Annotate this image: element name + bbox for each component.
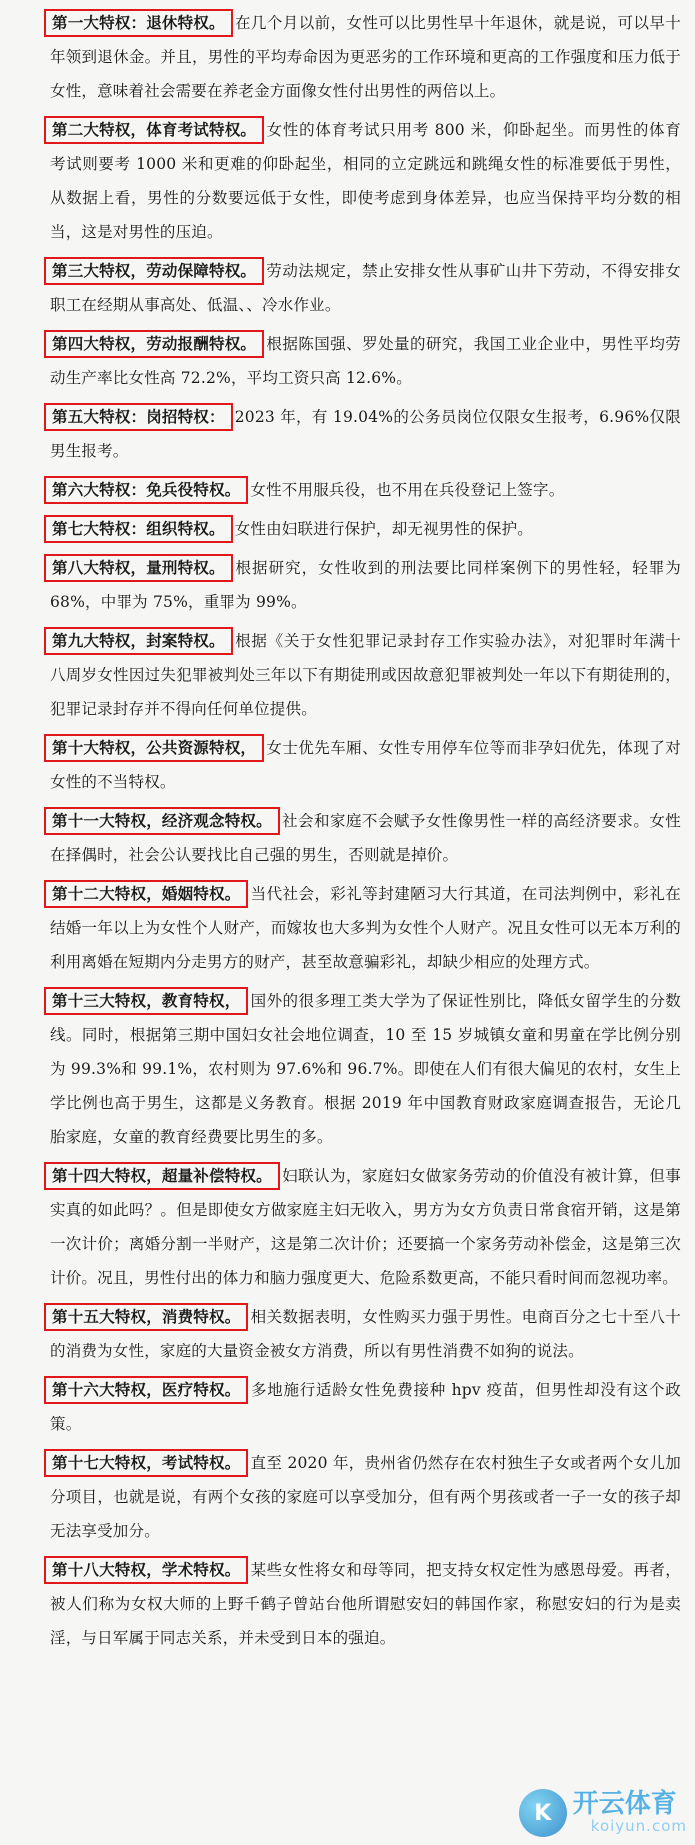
watermark-text bbox=[573, 1791, 687, 1834]
privilege-item bbox=[50, 731, 681, 799]
privilege-text: 2023 年，有 19.04%的公务员岗位仅限女生报考，6.96%仅限男生报考。 bbox=[50, 408, 681, 460]
privilege-item bbox=[50, 512, 681, 546]
watermark-name: 开云体育 bbox=[572, 1789, 677, 1820]
privilege-item bbox=[50, 804, 681, 872]
privilege-heading: 第八大特权，量刑特权。 bbox=[44, 554, 233, 582]
privilege-item bbox=[50, 1446, 681, 1548]
privilege-item bbox=[50, 1159, 681, 1295]
privilege-text: 直至 2020 年，贵州省仍然存在农村独生子女或者两个女儿加分项目，也就是说，有两个女孩的家庭可以享受加分，但有两个男孩或者一子一女的孩子却无法享受加分。 bbox=[50, 1454, 681, 1540]
privilege-item bbox=[50, 400, 681, 468]
watermark-domain: koiyun.com bbox=[590, 1816, 687, 1835]
privilege-text: 当代社会，彩礼等封建陋习大行其道，在司法判例中，彩礼在结婚一年以上为女性个人财产，而嫁妆也大多判为女性个人财产。况且女性可以无本万利的利用离婚在短期内分走男方的财产，甚至故意骗彩礼，却缺少相应的处理方式。 bbox=[50, 885, 681, 971]
privilege-item bbox=[50, 6, 681, 108]
privilege-item bbox=[50, 877, 681, 979]
privilege-item bbox=[50, 624, 681, 726]
privilege-heading: 第十四大特权，超量补偿特权。 bbox=[44, 1162, 280, 1190]
privilege-text: 劳动法规定，禁止安排女性从事矿山井下劳动，不得安排女职工在经期从事高处、低温、、冷水作业。 bbox=[50, 262, 681, 314]
privilege-heading: 第十七大特权，考试特权。 bbox=[44, 1449, 248, 1477]
privilege-text: 在几个月以前，女性可以比男性早十年退休，就是说，可以早十年领到退休金。并且，男性的平均寿命因为更恶劣的工作环境和更高的工作强度和压力低于女性，意味着社会需要在养老金方面像女性付出男性的两倍以上。 bbox=[50, 14, 681, 100]
privilege-text: 妇联认为，家庭妇女做家务劳动的价值没有被计算，但事实真的如此吗？。但是即使女方做家庭主妇无收入，男方为女方负责日常食宿开销，这是第一次计价；离婚分割一半财产，这是第二次计价；还要搞一个家务劳动补偿金，这是第三次计价。况且，男性付出的体力和脑力强度更大、危险系数更高，不能只看时间而忽视功率。 bbox=[50, 1167, 681, 1287]
privilege-item bbox=[50, 551, 681, 619]
privilege-heading: 第一大特权：退休特权。 bbox=[44, 9, 233, 37]
privilege-heading: 第三大特权，劳动保障特权。 bbox=[44, 257, 264, 285]
privilege-item bbox=[50, 1300, 681, 1368]
privilege-heading: 第十五大特权，消费特权。 bbox=[44, 1303, 248, 1331]
privilege-heading: 第十一大特权，经济观念特权。 bbox=[44, 807, 280, 835]
privilege-item bbox=[50, 327, 681, 395]
privilege-text: 女性由妇联进行保护，却无视男性的保护。 bbox=[234, 520, 534, 538]
privilege-text: 根据研究，女性收到的刑法要比同样案例下的男性轻，轻罪为 68%，中罪为 75%，重罪为 99%。 bbox=[50, 559, 681, 611]
privilege-heading: 第九大特权，封案特权。 bbox=[44, 627, 233, 655]
privilege-item bbox=[50, 1553, 681, 1655]
privilege-heading: 第四大特权，劳动报酬特权。 bbox=[44, 330, 264, 358]
privilege-heading: 第十六大特权，医疗特权。 bbox=[44, 1376, 248, 1404]
privilege-heading: 第十八大特权，学术特权。 bbox=[44, 1556, 248, 1584]
privilege-heading: 第六大特权：免兵役特权。 bbox=[44, 476, 248, 504]
watermark bbox=[519, 1789, 687, 1837]
privilege-heading: 第十大特权，公共资源特权， bbox=[44, 734, 264, 762]
privilege-text: 多地施行适龄女性免费接种 hpv 疫苗，但男性却没有这个政策。 bbox=[50, 1381, 681, 1433]
privilege-heading: 第十三大特权，教育特权， bbox=[44, 987, 248, 1015]
privilege-text: 根据《关于女性犯罪记录封存工作实验办法》，对犯罪时年满十八周岁女性因过失犯罪被判处三年以下有期徒刑或因故意犯罪被判处一年以下有期徒刑的，犯罪记录封存并不得向任何单位提供。 bbox=[50, 632, 681, 718]
privilege-item bbox=[50, 984, 681, 1154]
privilege-text: 某些女性将女和母等同，把支持女权定性为感恩母爱。再者，被人们称为女权大师的上野千鹤子曾站台他所谓慰安妇的韩国作家，称慰安妇的行为是卖淫，与日军属于同志关系，并未受到日本的强迫。 bbox=[50, 1561, 681, 1647]
privilege-text: 根据陈国强、罗处量的研究，我国工业企业中，男性平均劳动生产率比女性高 72.2%，平均工资只高 12.6%。 bbox=[50, 335, 681, 387]
privilege-heading: 第七大特权：组织特权。 bbox=[44, 515, 233, 543]
privilege-heading: 第五大特权：岗招特权： bbox=[44, 403, 233, 431]
privilege-heading: 第二大特权，体育考试特权。 bbox=[44, 116, 264, 144]
privilege-item bbox=[50, 473, 681, 507]
privilege-item bbox=[50, 1373, 681, 1441]
privilege-item bbox=[50, 113, 681, 249]
privilege-text: 女士优先车厢、女性专用停车位等而非孕妇优先，体现了对女性的不当特权。 bbox=[50, 739, 681, 791]
privilege-text: 国外的很多理工类大学为了保证性别比，降低女留学生的分数线。同时，根据第三期中国妇女社会地位调查，10 至 15 岁城镇女童和男童在学比例分别为 99.3%和 99.1%，农村则为 97.6%和 96.7%。即使在人们有很大偏见的农村，女生上学比例也高于男生，这都是义务教育。根据 2019 年中国教育财政家庭调查报告，无论几胎家庭，女童的教育经费要比男生的多。 bbox=[50, 992, 681, 1146]
privilege-item bbox=[50, 254, 681, 322]
watermark-logo-icon: K bbox=[519, 1789, 567, 1837]
privilege-text: 女性的体育考试只用考 800 米，仰卧起坐。而男性的体育考试则要考 1000 米和更难的仰卧起坐，相同的立定跳远和跳绳女性的标准要低于男性，从数据上看，男性的分数要远低于女性，即使考虑到身体差异，也应当保持平均分数的相当，这是对男性的压迫。 bbox=[50, 121, 681, 241]
privilege-text: 女性不用服兵役，也不用在兵役登记上签字。 bbox=[250, 481, 565, 499]
privilege-text: 相关数据表明，女性购买力强于男性。电商百分之七十至八十的消费为女性，家庭的大量资金被女方消费，所以有男性消费不如狗的说法。 bbox=[50, 1308, 681, 1360]
privilege-text: 社会和家庭不会赋予女性像男性一样的高经济要求。女性在择偶时，社会公认要找比自己强的男生，否则就是掉价。 bbox=[50, 812, 681, 864]
privilege-heading: 第十二大特权，婚姻特权。 bbox=[44, 880, 248, 908]
